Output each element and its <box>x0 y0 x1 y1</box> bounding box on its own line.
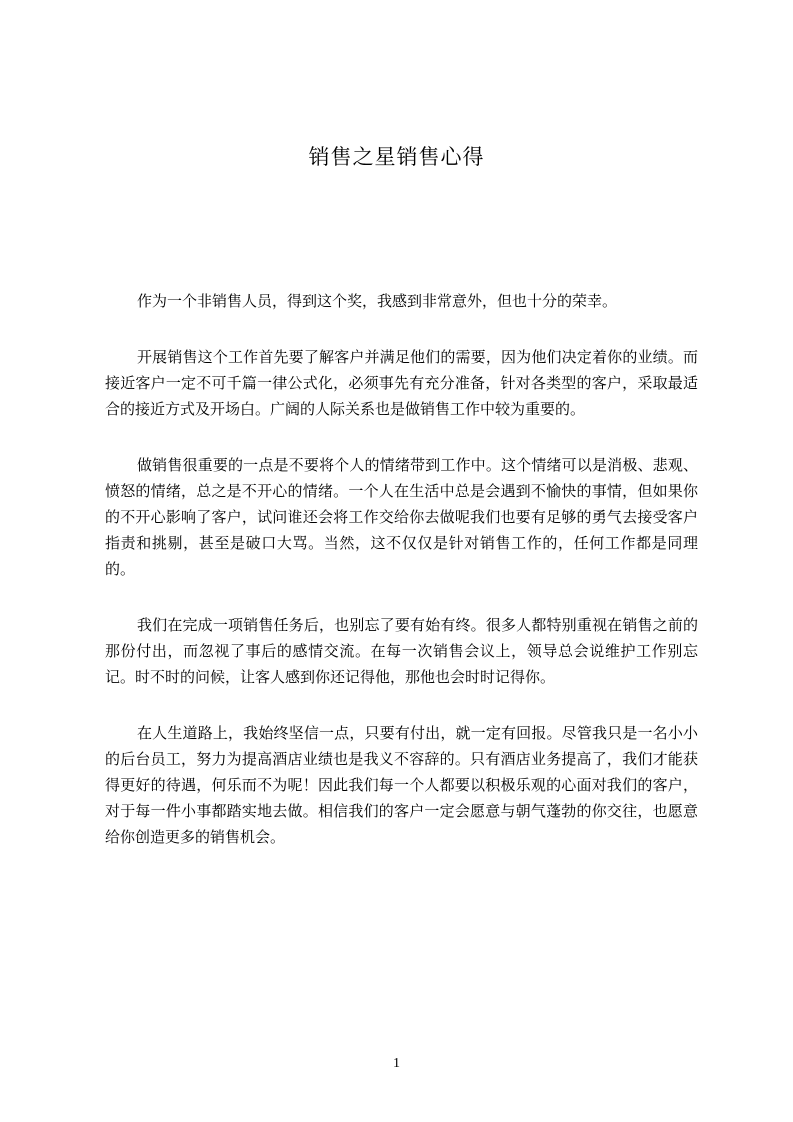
document-body <box>105 288 698 880</box>
paragraph-4: 我们在完成一项销售任务后，也别忘了要有始有终。很多人都特别重视在销售之前的那份付出，而忽视了事后的感情交流。在每一次销售会议上，领导总会说维护工作别忘记。时不时的问候，让客人感到你还记得他，那他也会时时记得你。 <box>105 616 698 686</box>
document-title: 销售之星销售心得 <box>308 145 485 169</box>
paragraph-2: 开展销售这个工作首先要了解客户并满足他们的需要，因为他们决定着你的业绩。而接近客户一定不可千篇一律公式化，必须事先有充分准备，针对各类型的客户，采取最适合的接近方式及开场白。广阔的人际关系也是做销售工作中较为重要的。 <box>105 348 698 418</box>
paragraph-5: 在人生道路上，我始终坚信一点，只要有付出，就一定有回报。尽管我只是一名小小的后台员工，努力为提高酒店业绩也是我义不容辞的。只有酒店业务提高了，我们才能获得更好的待遇，何乐而不为呢！因此我们每一个人都要以积极乐观的心面对我们的客户，对于每一件小事都踏实地去做。相信我们的客户一定会愿意与朝气蓬勃的你交往，也愿意给你创造更多的销售机会。 <box>105 724 698 846</box>
page-number: 1 <box>393 1056 400 1071</box>
paragraph-1: 作为一个非销售人员，得到这个奖，我感到非常意外，但也十分的荣幸。 <box>137 292 618 310</box>
paragraph-3: 做销售很重要的一点是不要将个人的情绪带到工作中。这个情绪可以是消极、悲观、愤怒的情绪，总之是不开心的情绪。一个人在生活中总是会遇到不愉快的事情，但如果你的不开心影响了客户，试问谁还会将工作交给你去做呢我们也要有足够的勇气去接受客户指责和挑剔，甚至是破口大骂。当然，这不仅仅是针对销售工作的，任何工作都是同理的。 <box>105 456 698 578</box>
